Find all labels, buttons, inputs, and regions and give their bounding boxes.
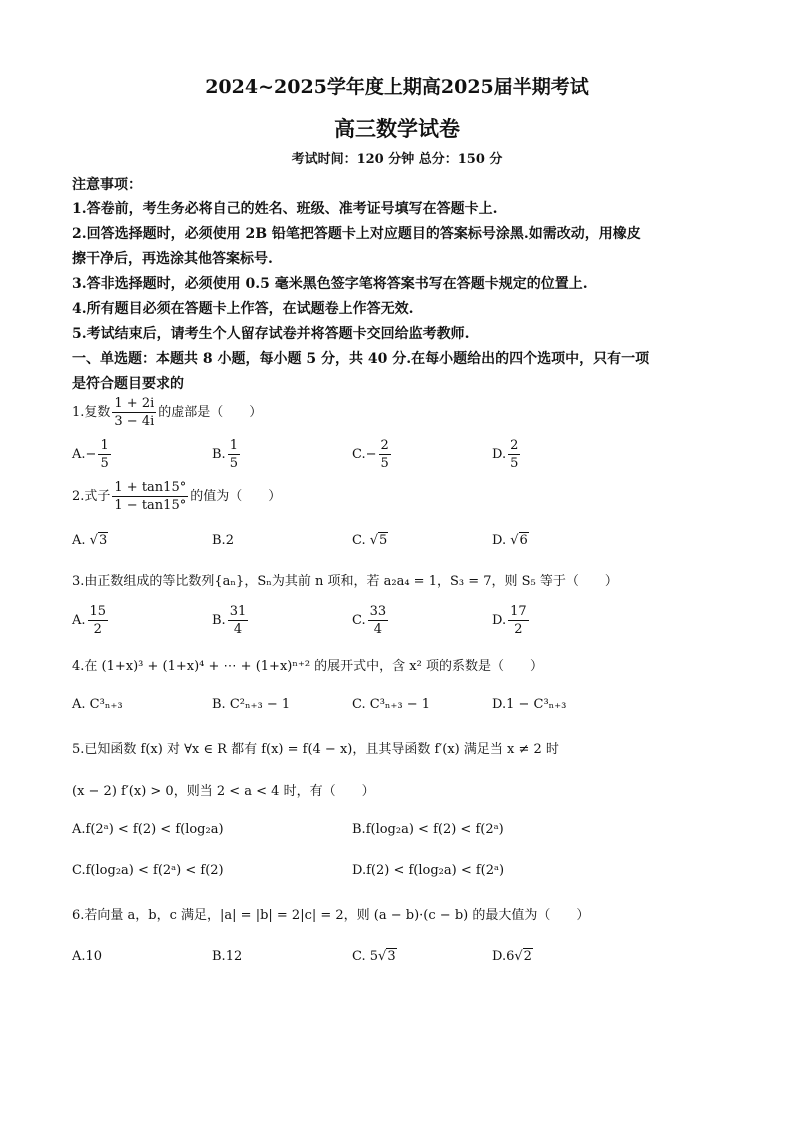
q3-option-d: D. $\frac{17}{2}$ xyxy=(492,604,527,637)
q5-option-a: A.f(2ᵃ) < f(2) < f(log₂a) xyxy=(72,822,224,837)
q5-option-b: B.f(log₂a) < f(2) < f(2ᵃ) xyxy=(352,822,504,837)
q2-numerator: 1 + tan15° xyxy=(114,480,187,495)
notice-item: 4.所有题目必须在答题卡上作答，在试题卷上作答无效. xyxy=(72,301,414,317)
q3-option-c: C. $\frac{33}{4}$ xyxy=(352,604,387,637)
question-5-line1: 5.已知函数 f(x) 对 ∀x ∈ R 都有 f(x) = f(4 − x)，且其导函数 f′(x) 满足当 x ≠ 2 时 xyxy=(72,742,559,757)
q2-option-d: D. √6 xyxy=(492,533,528,548)
q6-option-a: A.10 xyxy=(72,949,103,964)
question-3: 3.由正数组成的等比数列{aₙ}，Sₙ为其前 n 项和，若 a₂a₄ = 1，S₃ = 7，则 S₅ 等于（ ） xyxy=(72,574,618,589)
notice-item: 3.答非选择题时，必须使用 0.5 毫米黑色签字笔将答案书写在答题卡规定的位置上. xyxy=(72,276,588,292)
q6-option-b: B.12 xyxy=(212,949,243,964)
q1-option-d: D. $\frac{2}{5}$ xyxy=(492,438,519,471)
q2-prefix: 2.式子 xyxy=(72,489,111,504)
q3-option-a: A. $\frac{15}{2}$ xyxy=(72,604,107,637)
q1-denominator: 3 − 4i xyxy=(114,414,155,429)
question-6: 6.若向量 a，b，c 满足，|a| = |b| = 2|c| = 2，则 (a − b)·(c − b) 的最大值为（ ） xyxy=(72,908,590,923)
q2-suffix: 的值为（ ） xyxy=(190,489,282,504)
notice-item: 5.考试结束后，请考生个人留存试卷并将答题卡交回给监考教师. xyxy=(72,326,470,342)
q2-denominator: 1 − tan15° xyxy=(114,498,187,513)
q4-option-c: C. C³ₙ₊₃ − 1 xyxy=(352,697,431,712)
q5-option-c: C.f(log₂a) < f(2ᵃ) < f(2) xyxy=(72,863,224,878)
q1-prefix: 1.复数 xyxy=(72,405,111,420)
notice-item: 1.答卷前，考生务必将自己的姓名、班级、准考证号填写在答题卡上. xyxy=(72,201,498,217)
q5-option-d: D.f(2) < f(log₂a) < f(2ᵃ) xyxy=(352,863,505,878)
question-5-line2: (x − 2) f′(x) > 0，则当 2 < a < 4 时，有（ ） xyxy=(72,784,375,799)
q1-option-c: C.− $\frac{2}{5}$ xyxy=(352,438,389,471)
q2-option-a: A. √3 xyxy=(72,533,108,548)
question-1 xyxy=(72,396,262,429)
q1-numerator: 1 + 2i xyxy=(114,396,155,411)
q2-option-c: C. √5 xyxy=(352,533,388,548)
q2-option-b: B.2 xyxy=(212,533,234,548)
question-2 xyxy=(72,480,281,513)
q6-option-c: C. 5√3 xyxy=(352,949,396,964)
q4-option-d: D.1 − C³ₙ₊₃ xyxy=(492,697,567,712)
q4-option-b: B. C²ₙ₊₃ − 1 xyxy=(212,697,291,712)
exam-info: 考试时间：120 分钟 总分：150 分 xyxy=(291,152,503,167)
q1-option-b: B. $\frac{1}{5}$ xyxy=(212,438,238,471)
notice-item: 2.回答选择题时，必须使用 2B 铅笔把答题卡上对应题目的答案标号涂黑.如需改动，用橡皮 xyxy=(72,226,641,242)
exam-subtitle: 高三数学试卷 xyxy=(334,116,460,141)
notice-heading: 注意事项： xyxy=(72,177,142,193)
question-4: 4.在 (1+x)³ + (1+x)⁴ + ⋯ + (1+x)ⁿ⁺² 的展开式中，含 x² 项的系数是（ ） xyxy=(72,659,543,674)
q1-suffix: 的虚部是（ ） xyxy=(158,405,263,420)
notice-item: 擦干净后，再选涂其他答案标号. xyxy=(72,251,273,267)
q6-option-d: D.6√2 xyxy=(492,949,532,964)
section-heading-cont: 是符合题目要求的 xyxy=(72,376,184,392)
section-heading: 一、单选题：本题共 8 小题，每小题 5 分，共 40 分.在每小题给出的四个选项中，只有一项 xyxy=(72,351,650,367)
q2-fraction xyxy=(112,480,188,513)
exam-title: 2024~2025学年度上期高2025届半期考试 xyxy=(205,76,589,98)
q3-option-b: B. $\frac{31}{4}$ xyxy=(212,604,247,637)
q1-fraction xyxy=(112,396,156,429)
q1-option-a: A.− $\frac{1}{5}$ xyxy=(72,438,109,471)
q4-option-a: A. C³ₙ₊₃ xyxy=(72,697,123,712)
